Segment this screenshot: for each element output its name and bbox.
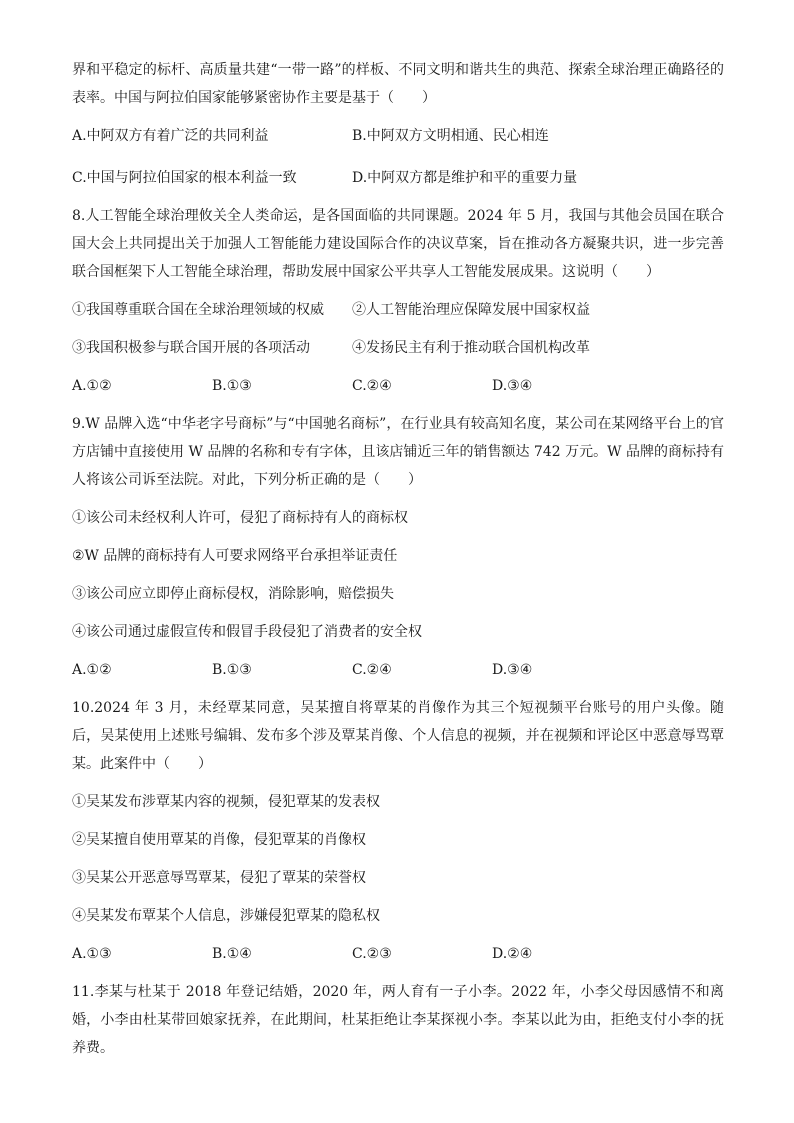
q8-option-a[interactable]: A.①② bbox=[72, 378, 112, 394]
q9-statement-2: ②W 品牌的商标持有人可要求网络平台承担举证责任 bbox=[72, 548, 398, 564]
q10-statement-2: ②吴某擅自使用覃某的肖像，侵犯覃某的肖像权 bbox=[72, 832, 366, 848]
q9-statement-4: ④该公司通过虚假宣传和假冒手段侵犯了消费者的安全权 bbox=[72, 624, 422, 640]
q8-options bbox=[72, 372, 724, 400]
q10-option-d[interactable]: D.②④ bbox=[492, 946, 533, 962]
q9-option-a[interactable]: A.①② bbox=[72, 662, 112, 678]
q9-statement-1: ①该公司未经权利人许可，侵犯了商标持有人的商标权 bbox=[72, 510, 408, 526]
q10-statement-1: ①吴某发布涉覃某内容的视频，侵犯覃某的发表权 bbox=[72, 794, 380, 810]
q8-statement-4: ④发扬民主有利于推动联合国机构改革 bbox=[352, 340, 590, 356]
q10-text: 10.2024 年 3 月，未经覃某同意，吴某擅自将覃某的肖像作为其三个短视频平台账号的用户头像。随后，吴某使用上述账号编辑、发布多个涉及覃某肖像、个人信息的视频，并在视频和评论区中恶意辱骂覃某。此案件中（ ） bbox=[72, 700, 724, 772]
q10-option-b[interactable]: B.①④ bbox=[212, 946, 252, 962]
q10-option-a[interactable]: A.①③ bbox=[72, 946, 112, 962]
exam-page bbox=[72, 56, 724, 1062]
q8-statement-1: ①我国尊重联合国在全球治理领域的权威 bbox=[72, 302, 324, 318]
q9-text: 9.W 品牌入选“中华老字号商标”与“中国驰名商标”，在行业具有较高知名度，某公司在某网络平台上的官方店铺中直接使用 W 品牌的名称和专有字体，且该店铺近三年的销售额达 742 万元。W 品牌的商标持有人将该公司诉至法院。对此，下列分析正确的是（ ） bbox=[72, 416, 724, 488]
q9-options bbox=[72, 656, 724, 684]
q8-statement-3: ③我国积极参与联合国开展的各项活动 bbox=[72, 340, 310, 356]
q7-option-c[interactable]: C.中国与阿拉伯国家的根本利益一致 bbox=[72, 170, 297, 186]
q7-option-a[interactable]: A.中阿双方有着广泛的共同利益 bbox=[72, 128, 269, 144]
q10-statement-4: ④吴某发布覃某个人信息，涉嫌侵犯覃某的隐私权 bbox=[72, 908, 380, 924]
q8-option-c[interactable]: C.②④ bbox=[352, 378, 392, 394]
q7-options bbox=[72, 122, 724, 192]
q10-option-c[interactable]: C.②③ bbox=[352, 946, 392, 962]
q9-option-c[interactable]: C.②④ bbox=[352, 662, 392, 678]
q8-text: 8.人工智能全球治理攸关全人类命运，是各国面临的共同课题。2024 年 5 月，我国与其他会员国在联合国大会上共同提出关于加强人工智能能力建设国际合作的决议草案，旨在推动各方凝聚共识，进一步完善联合国框架下人工智能全球治理，帮助发展中国家公平共享人工智能发展成果。这说明（ ） bbox=[72, 208, 724, 280]
q7-text: 界和平稳定的标杆、高质量共建“一带一路”的样板、不同文明和谐共生的典范、探索全球治理正确路径的表率。中国与阿拉伯国家能够紧密协作主要是基于（ ） bbox=[72, 62, 724, 106]
q9-statement-3: ③该公司应立即停止商标侵权，消除影响，赔偿损失 bbox=[72, 586, 394, 602]
q10-options bbox=[72, 940, 724, 968]
q7-option-b[interactable]: B.中阿双方文明相通、民心相连 bbox=[352, 128, 549, 144]
q8-option-b[interactable]: B.①③ bbox=[212, 378, 252, 394]
q7-option-d[interactable]: D.中阿双方都是维护和平的重要力量 bbox=[352, 170, 578, 186]
q10-statement-3: ③吴某公开恶意辱骂覃某，侵犯了覃某的荣誉权 bbox=[72, 870, 366, 886]
q8-statement-2: ②人工智能治理应保障发展中国家权益 bbox=[352, 302, 590, 318]
q9-option-b[interactable]: B.①③ bbox=[212, 662, 252, 678]
q11-text: 11.李某与杜某于 2018 年登记结婚，2020 年，两人育有一子小李。2022 年，小李父母因感情不和离婚，小李由杜某带回娘家抚养，在此期间，杜某拒绝让李某探视小李。李某以此为由，拒绝支付小李的抚养费。 bbox=[72, 984, 724, 1056]
q9-option-d[interactable]: D.③④ bbox=[492, 662, 533, 678]
q8-option-d[interactable]: D.③④ bbox=[492, 378, 533, 394]
q8-statements bbox=[72, 296, 724, 362]
